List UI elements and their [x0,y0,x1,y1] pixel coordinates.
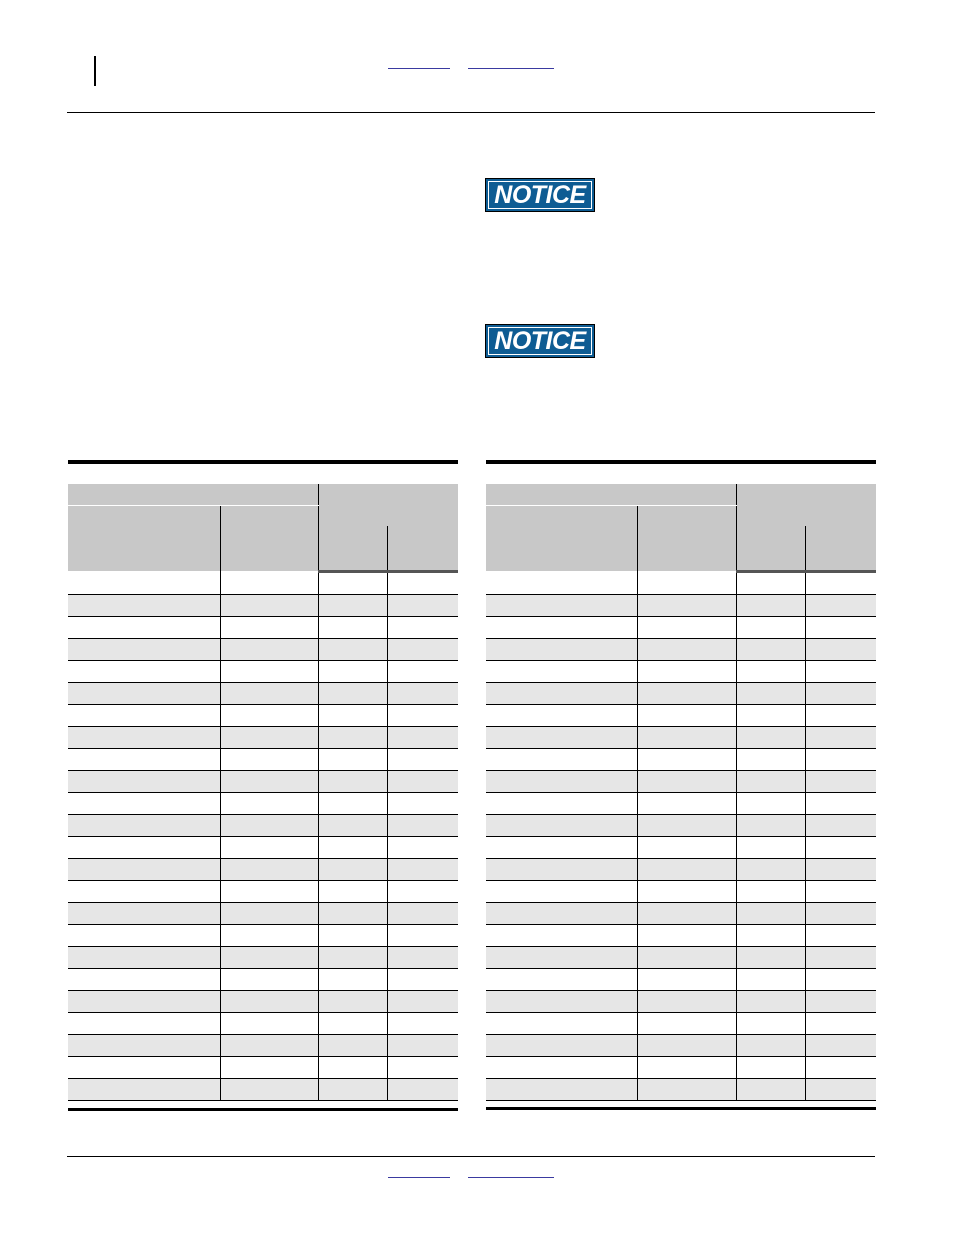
table-cell [318,726,387,748]
table-row [68,1078,458,1100]
table-row [68,748,458,770]
table-cell [486,990,637,1012]
table-cell [387,990,458,1012]
table-header-row [68,484,458,506]
table-cell [220,594,318,616]
table-cell [387,682,458,704]
footer-nav-link-prev[interactable] [388,1177,450,1178]
header-cell [736,506,876,526]
table-row [68,924,458,946]
table-cell [637,792,736,814]
table-cell [318,571,387,594]
table-cell [805,1056,876,1078]
table-cell [68,682,220,704]
table-cell [805,902,876,924]
table-row [486,990,876,1012]
table-cell [68,792,220,814]
table-cell [68,880,220,902]
table-cell [220,1078,318,1100]
table-cell [805,594,876,616]
table-cell [318,1034,387,1056]
table-cell [387,814,458,836]
table-cell [736,836,805,858]
table-cell [486,924,637,946]
table-cell [486,1056,637,1078]
table-cell [486,1012,637,1034]
table-cell [736,638,805,660]
table-cell [805,792,876,814]
table-row [486,726,876,748]
table-cell [220,660,318,682]
table-cell [68,858,220,880]
table-cell [637,616,736,638]
table-cell [220,924,318,946]
table-header-row [486,484,876,506]
spec-table-left [68,484,458,1101]
table-cell [220,682,318,704]
table-row [486,770,876,792]
table-cell [805,726,876,748]
table-cell [220,990,318,1012]
table-cell [68,616,220,638]
table-cell [220,770,318,792]
table-cell [637,968,736,990]
table-cell [387,858,458,880]
table-cell [387,1078,458,1100]
header-cell [486,484,736,506]
table-cell [318,770,387,792]
table-row [68,594,458,616]
table-cell [486,968,637,990]
table-cell [220,616,318,638]
table-header-row [486,506,876,526]
table-cell [736,748,805,770]
table-cell [637,924,736,946]
table-cell [318,814,387,836]
margin-change-bar [94,56,96,86]
table-cell [318,594,387,616]
table-cell [68,770,220,792]
table-cell [318,1078,387,1100]
table-cell [68,946,220,968]
table-cell [220,968,318,990]
table-cell [68,704,220,726]
table-row [486,1078,876,1100]
table-cell [387,792,458,814]
header-cell [68,506,220,572]
table-cell [387,660,458,682]
table-header-row [68,506,458,526]
table-cell [486,682,637,704]
table-cell [805,1012,876,1034]
table-cell [805,770,876,792]
table-cell [486,1034,637,1056]
table-row [68,660,458,682]
table-cell [637,704,736,726]
table-cell [387,924,458,946]
table-cell [805,704,876,726]
table-row [68,836,458,858]
table-cell [387,638,458,660]
table-cell [68,638,220,660]
table-cell [805,990,876,1012]
table-row [486,1012,876,1034]
table-cell [736,1034,805,1056]
table-row [486,616,876,638]
table-row [486,1034,876,1056]
table-row [68,814,458,836]
table-cell [805,880,876,902]
header-cell [318,506,458,526]
table-cell [387,836,458,858]
table-cell [736,770,805,792]
table-cell [736,946,805,968]
header-cell [318,526,387,572]
table-cell [637,858,736,880]
table-cell [805,748,876,770]
table-cell [387,1034,458,1056]
table-cell [637,836,736,858]
table-cell [805,968,876,990]
table-cell [637,814,736,836]
table-cell [486,880,637,902]
notice-badge-1 [485,178,595,212]
footer-nav-link-next[interactable] [468,1177,554,1178]
table-cell [68,924,220,946]
table-row [68,726,458,748]
table-row [68,1056,458,1078]
notice-label: NOTICE [488,181,592,209]
table-row [68,682,458,704]
table-top-rule [486,460,876,464]
table-cell [220,902,318,924]
table-cell [220,704,318,726]
table-cell [736,682,805,704]
table-cell [220,1034,318,1056]
table-cell [486,946,637,968]
table-cell [637,990,736,1012]
table-row [486,968,876,990]
table-cell [68,968,220,990]
table-cell [805,616,876,638]
table-row [68,571,458,594]
table-cell [220,836,318,858]
table-cell [805,682,876,704]
table-cell [318,616,387,638]
table-cell [68,571,220,594]
table-row [68,770,458,792]
header-cell [68,484,318,506]
table-cell [805,660,876,682]
table-row [68,616,458,638]
table-row [486,880,876,902]
table-bottom-rule [486,1107,876,1110]
table-cell [220,814,318,836]
table-cell [387,946,458,968]
table-cell [68,1012,220,1034]
table-cell [736,968,805,990]
table-cell [486,902,637,924]
table-row [486,638,876,660]
table-cell [318,880,387,902]
table-cell [805,924,876,946]
table-cell [387,1056,458,1078]
table-cell [318,902,387,924]
header-cell [805,526,876,572]
header-nav-link-prev[interactable] [388,68,450,69]
table-cell [637,571,736,594]
table-cell [220,748,318,770]
table-cell [637,770,736,792]
table-cell [736,704,805,726]
table-cell [68,1034,220,1056]
table-cell [736,792,805,814]
table-row [68,1012,458,1034]
table-cell [387,880,458,902]
table-cell [637,682,736,704]
table-row [486,660,876,682]
table-cell [805,571,876,594]
table-row [486,858,876,880]
table-cell [486,1078,637,1100]
table-row [486,748,876,770]
table-cell [318,858,387,880]
header-nav-link-next[interactable] [468,68,554,69]
table-cell [736,1078,805,1100]
table-cell [387,1012,458,1034]
table-cell [68,1056,220,1078]
header-cell [220,506,318,572]
table-cell [637,1078,736,1100]
table-cell [486,836,637,858]
table-cell [486,638,637,660]
table-cell [318,1012,387,1034]
table-cell [637,946,736,968]
table-cell [637,1034,736,1056]
notice-label: NOTICE [488,327,592,355]
table-cell [220,880,318,902]
table-cell [805,946,876,968]
table-cell [486,660,637,682]
table-row [486,946,876,968]
table-cell [486,571,637,594]
table-cell [318,968,387,990]
table-cell [486,770,637,792]
table-cell [736,726,805,748]
table-cell [318,638,387,660]
table-cell [220,571,318,594]
table-cell [637,660,736,682]
table-cell [637,880,736,902]
table-row [486,924,876,946]
table-cell [318,704,387,726]
table-cell [736,616,805,638]
header-rule [67,112,875,113]
table-cell [68,902,220,924]
table-cell [486,726,637,748]
table-cell [220,638,318,660]
table-cell [637,726,736,748]
table-cell [68,748,220,770]
table-cell [637,902,736,924]
table-row [486,571,876,594]
table-cell [637,748,736,770]
table-row [68,1034,458,1056]
table-cell [68,660,220,682]
table-row [486,594,876,616]
table-cell [637,638,736,660]
table-cell [318,836,387,858]
table-cell [318,792,387,814]
table-cell [736,1012,805,1034]
header-cell [736,526,805,572]
table-row [68,704,458,726]
table-cell [220,1012,318,1034]
table-cell [486,594,637,616]
header-cell [637,506,736,572]
table-cell [318,748,387,770]
table-cell [736,1056,805,1078]
spec-table-right [486,484,876,1101]
table-cell [387,594,458,616]
table-cell [387,571,458,594]
table-cell [220,792,318,814]
table-cell [486,814,637,836]
table-cell [318,990,387,1012]
table-cell [387,704,458,726]
table-cell [736,571,805,594]
table-cell [805,836,876,858]
table-cell [318,660,387,682]
table-cell [68,594,220,616]
table-cell [736,594,805,616]
table-cell [387,770,458,792]
table-cell [736,814,805,836]
table-row [486,682,876,704]
notice-badge-2 [485,324,595,358]
table-cell [637,1056,736,1078]
table-cell [68,990,220,1012]
table-row [486,814,876,836]
header-cell [318,484,458,506]
table-cell [318,1056,387,1078]
table-cell [220,858,318,880]
table-cell [68,1078,220,1100]
table-cell [387,968,458,990]
table-cell [805,814,876,836]
header-cell [486,506,637,572]
table-row [486,704,876,726]
table-row [68,858,458,880]
table-cell [387,748,458,770]
table-cell [318,682,387,704]
table-bottom-rule [68,1108,458,1111]
table-cell [387,902,458,924]
table-cell [68,726,220,748]
table-cell [387,616,458,638]
table-cell [736,924,805,946]
table-cell [637,1012,736,1034]
table-cell [486,616,637,638]
table-row [68,880,458,902]
table-cell [486,858,637,880]
table-cell [486,792,637,814]
table-cell [220,946,318,968]
table-cell [736,902,805,924]
table-row [68,946,458,968]
table-cell [68,814,220,836]
table-cell [318,924,387,946]
table-row [486,792,876,814]
footer-rule [67,1156,875,1157]
table-row [68,990,458,1012]
table-cell [637,594,736,616]
table-cell [387,726,458,748]
table-cell [736,880,805,902]
table-cell [805,1034,876,1056]
table-cell [805,858,876,880]
table-cell [486,704,637,726]
table-row [486,1056,876,1078]
header-cell [736,484,876,506]
table-row [486,902,876,924]
table-cell [220,726,318,748]
table-row [68,638,458,660]
table-cell [736,660,805,682]
table-cell [220,1056,318,1078]
table-cell [68,836,220,858]
header-cell [387,526,458,572]
table-cell [736,858,805,880]
table-cell [805,1078,876,1100]
table-cell [318,946,387,968]
table-top-rule [68,460,458,464]
table-cell [736,990,805,1012]
table-row [68,792,458,814]
table-cell [805,638,876,660]
table-cell [486,748,637,770]
table-row [68,902,458,924]
table-row [68,968,458,990]
table-row [486,836,876,858]
